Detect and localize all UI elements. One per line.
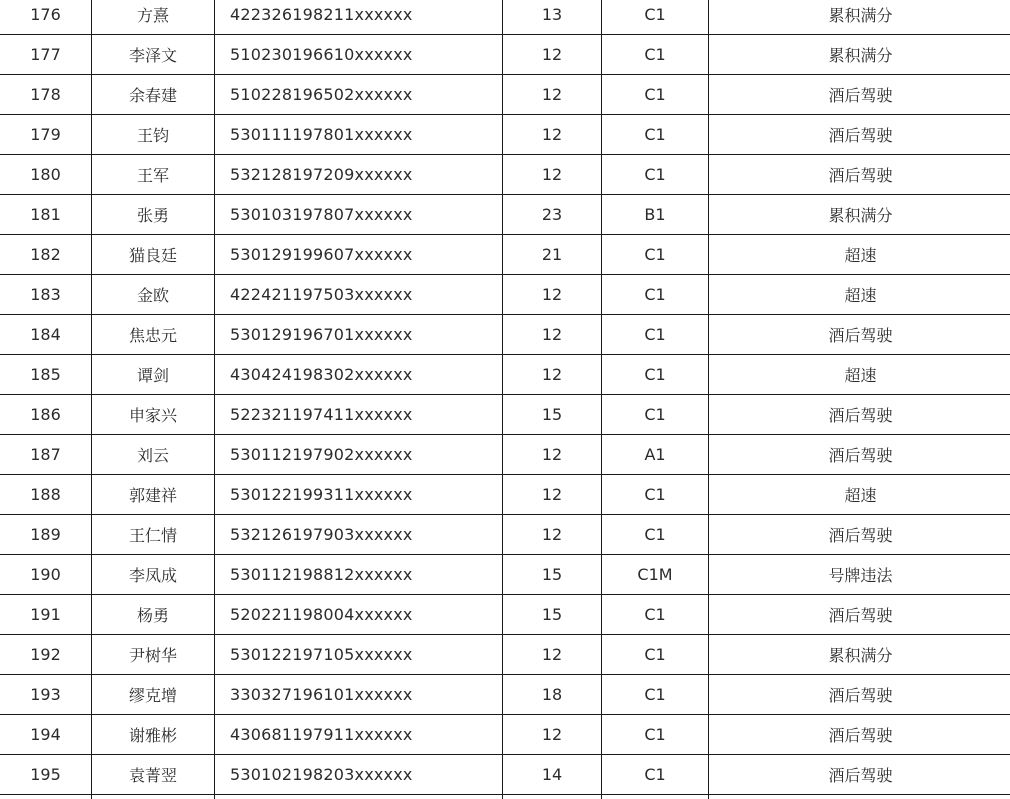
row-number: 193 [0,675,92,715]
row-number: 188 [0,475,92,515]
table-row [0,635,1010,675]
violation-reason: 酒后驾驶 [709,315,1010,355]
penalty-points: 18 [503,675,602,715]
penalty-points: 12 [503,275,602,315]
row-number: 185 [0,355,92,395]
driver-name: 刘云 [92,435,215,475]
license-class: C1 [602,515,709,555]
table-row [0,35,1010,75]
table-row [0,0,1010,35]
license-class: C1 [602,35,709,75]
penalty-points: 15 [503,595,602,635]
id-number: 530102198203xxxxxx [215,755,503,795]
license-class: C1 [602,235,709,275]
penalty-points: 12 [503,515,602,555]
table-row [0,475,1010,515]
table-row [0,75,1010,115]
id-number: 510230196610xxxxxx [215,35,503,75]
license-class: C1 [602,715,709,755]
row-number: 178 [0,75,92,115]
violation-reason: 累积满分 [709,195,1010,235]
violation-reason: 累积满分 [709,0,1010,35]
penalty-points: 15 [503,555,602,595]
license-class: C1 [602,595,709,635]
id-number: 330327196101xxxxxx [215,675,503,715]
license-class: C1 [602,315,709,355]
driver-name: 王仁情 [92,515,215,555]
driver-name: 尹树华 [92,635,215,675]
id-number: 530122197105xxxxxx [215,635,503,675]
penalty-points: 12 [503,315,602,355]
table-row [0,155,1010,195]
driver-name: 李凤成 [92,555,215,595]
driver-name: 方熹 [92,0,215,35]
license-class: C1 [602,755,709,795]
id-number: 532128197209xxxxxx [215,155,503,195]
violation-reason: 酒后驾驶 [709,435,1010,475]
row-number: 189 [0,515,92,555]
violation-reason: 酒后驾驶 [709,515,1010,555]
table-row [0,595,1010,635]
driver-name: 袁菁翌 [92,755,215,795]
id-number: 530129199607xxxxxx [215,235,503,275]
violation-reason: 酒后驾驶 [709,395,1010,435]
row-number: 187 [0,435,92,475]
row-number: 195 [0,755,92,795]
violation-reason: 超速 [709,235,1010,275]
id-number: 530111197801xxxxxx [215,115,503,155]
id-number: 430681197911xxxxxx [215,715,503,755]
row-number: 179 [0,115,92,155]
penalty-points: 23 [503,195,602,235]
id-number: 422421197503xxxxxx [215,275,503,315]
license-class: C1M [602,555,709,595]
table-row [0,315,1010,355]
license-class: C1 [602,355,709,395]
violation-reason: 酒后驾驶 [709,595,1010,635]
row-number: 190 [0,555,92,595]
table-row [0,675,1010,715]
table-row [0,755,1010,795]
violation-reason: 超速 [709,475,1010,515]
penalty-points: 15 [503,395,602,435]
table-row [0,115,1010,155]
table-row [0,195,1010,235]
violation-reason: 号牌违法 [709,555,1010,595]
driver-name: 猫良廷 [92,235,215,275]
id-number: 532126197903xxxxxx [215,515,503,555]
row-number: 181 [0,195,92,235]
driver-name: 李泽文 [92,35,215,75]
violation-reason: 酒后驾驶 [709,115,1010,155]
penalty-points: 12 [503,75,602,115]
row-number: 176 [0,0,92,35]
driver-name: 余春建 [92,75,215,115]
row-number: 192 [0,635,92,675]
license-class: C1 [602,395,709,435]
violation-reason: 累积满分 [709,35,1010,75]
row-number: 180 [0,155,92,195]
driver-name: 缪克增 [92,675,215,715]
row-number: 194 [0,715,92,755]
violation-reason: 酒后驾驶 [709,675,1010,715]
driver-name: 王军 [92,155,215,195]
id-number: 522321197411xxxxxx [215,395,503,435]
table-row-cut-off [0,795,1010,799]
license-class: C1 [602,115,709,155]
row-number: 177 [0,35,92,75]
id-number: 530112198812xxxxxx [215,555,503,595]
driver-name: 焦忠元 [92,315,215,355]
id-number: 422326198211xxxxxx [215,0,503,35]
driver-name: 王钧 [92,115,215,155]
penalty-points: 12 [503,355,602,395]
penalty-points: 21 [503,235,602,275]
id-number: 530112197902xxxxxx [215,435,503,475]
table-row [0,435,1010,475]
table-row [0,355,1010,395]
license-class: C1 [602,635,709,675]
penalty-points: 12 [503,155,602,195]
penalty-points: 12 [503,715,602,755]
table-row [0,235,1010,275]
id-number: 520221198004xxxxxx [215,595,503,635]
table-row [0,555,1010,595]
table-row [0,515,1010,555]
table-row [0,275,1010,315]
penalty-points: 13 [503,0,602,35]
row-number: 183 [0,275,92,315]
table-row [0,715,1010,755]
id-number: 530122199311xxxxxx [215,475,503,515]
driver-name: 杨勇 [92,595,215,635]
violation-reason: 超速 [709,355,1010,395]
penalty-points: 12 [503,35,602,75]
violation-reason: 酒后驾驶 [709,155,1010,195]
driver-name: 张勇 [92,195,215,235]
license-class: C1 [602,475,709,515]
driver-name: 郭建祥 [92,475,215,515]
penalty-points: 12 [503,435,602,475]
id-number: 530103197807xxxxxx [215,195,503,235]
id-number: 530129196701xxxxxx [215,315,503,355]
penalty-points: 12 [503,635,602,675]
row-number: 182 [0,235,92,275]
row-number: 186 [0,395,92,435]
violation-reason: 酒后驾驶 [709,755,1010,795]
row-number: 191 [0,595,92,635]
violation-reason: 超速 [709,275,1010,315]
license-class: A1 [602,435,709,475]
penalty-points: 12 [503,115,602,155]
violation-reason: 酒后驾驶 [709,715,1010,755]
id-number: 430424198302xxxxxx [215,355,503,395]
license-class: B1 [602,195,709,235]
violation-reason: 累积满分 [709,635,1010,675]
license-class: C1 [602,275,709,315]
driver-name: 金欧 [92,275,215,315]
driver-name: 申家兴 [92,395,215,435]
license-class: C1 [602,75,709,115]
license-class: C1 [602,0,709,35]
violation-reason: 酒后驾驶 [709,75,1010,115]
driver-name: 谭剑 [92,355,215,395]
penalty-points: 12 [503,475,602,515]
table-row [0,395,1010,435]
driver-name: 谢雅彬 [92,715,215,755]
id-number: 510228196502xxxxxx [215,75,503,115]
row-number: 184 [0,315,92,355]
license-class: C1 [602,155,709,195]
license-class: C1 [602,675,709,715]
penalty-points: 14 [503,755,602,795]
